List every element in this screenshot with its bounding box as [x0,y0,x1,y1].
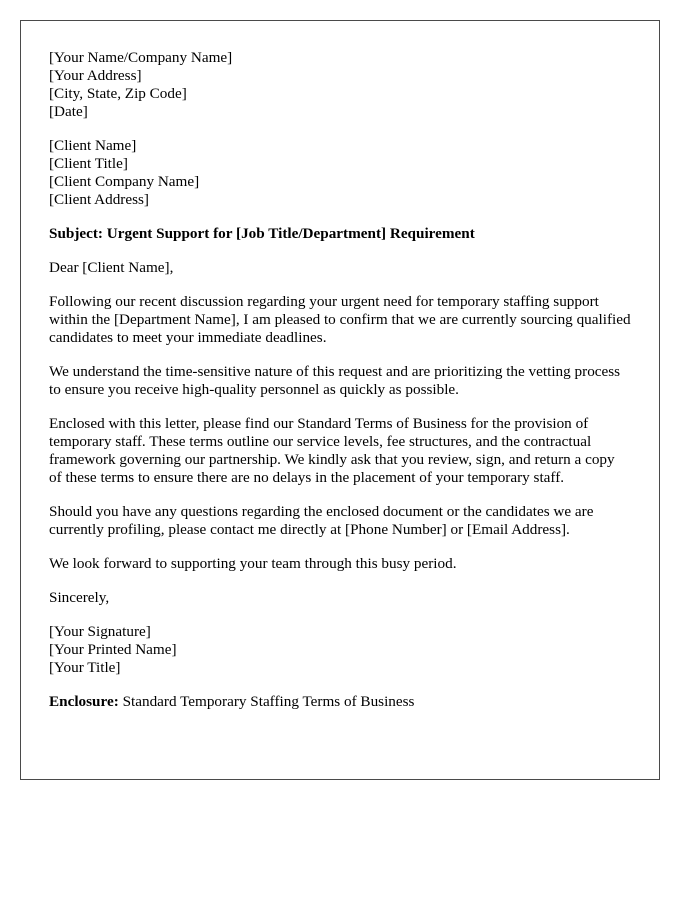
subject-line: Subject: Urgent Support for [Job Title/Department] Requirement [49,225,475,242]
recipient-block [49,137,631,209]
closing: Sincerely, [49,589,110,606]
recipient-name: [Client Name] [49,137,137,154]
sender-block [49,49,631,121]
enclosure-label: Enclosure: [49,693,119,710]
body-paragraph-5: We look forward to supporting your team through this busy period. [49,555,457,572]
body-paragraph-2: We understand the time-sensitive nature of this request and are prioritizing the vetting process to ensure you receive high-quality personnel as quickly as possible. [49,363,621,398]
sender-address: [Your Address] [49,67,142,84]
body-paragraph-3: Enclosed with this letter, please find our Standard Terms of Business for the provision of temporary staff. These terms outline our service levels, fee structures, and the contractual framework governing our partnership. We kindly ask that you review, sign, and return a copy of these terms to ensure there are no delays in the placement of your temporary staff. [49,415,615,486]
enclosure-line [49,693,631,711]
letter-document [20,20,660,780]
signature-block [49,623,631,677]
sender-name: [Your Name/Company Name] [49,49,233,66]
body-paragraph-1: Following our recent discussion regarding your urgent need for temporary staffing support within the [Department Name], I am pleased to confirm that we are currently sourcing qualified candidates to meet your immediate deadlines. [49,293,631,346]
salutation: Dear [Client Name], [49,259,174,276]
body-paragraph-4: Should you have any questions regarding the enclosed document or the candidates we are currently profiling, please contact me directly at [Phone Number] or [Email Address]. [49,503,594,538]
signer-title: [Your Title] [49,659,121,676]
recipient-company: [Client Company Name] [49,173,200,190]
letter-date: [Date] [49,103,88,120]
printed-name: [Your Printed Name] [49,641,177,658]
recipient-title: [Client Title] [49,155,128,172]
enclosure-text: Standard Temporary Staffing Terms of Business [122,693,415,710]
signature-placeholder: [Your Signature] [49,623,151,640]
recipient-address: [Client Address] [49,191,149,208]
sender-city: [City, State, Zip Code] [49,85,187,102]
